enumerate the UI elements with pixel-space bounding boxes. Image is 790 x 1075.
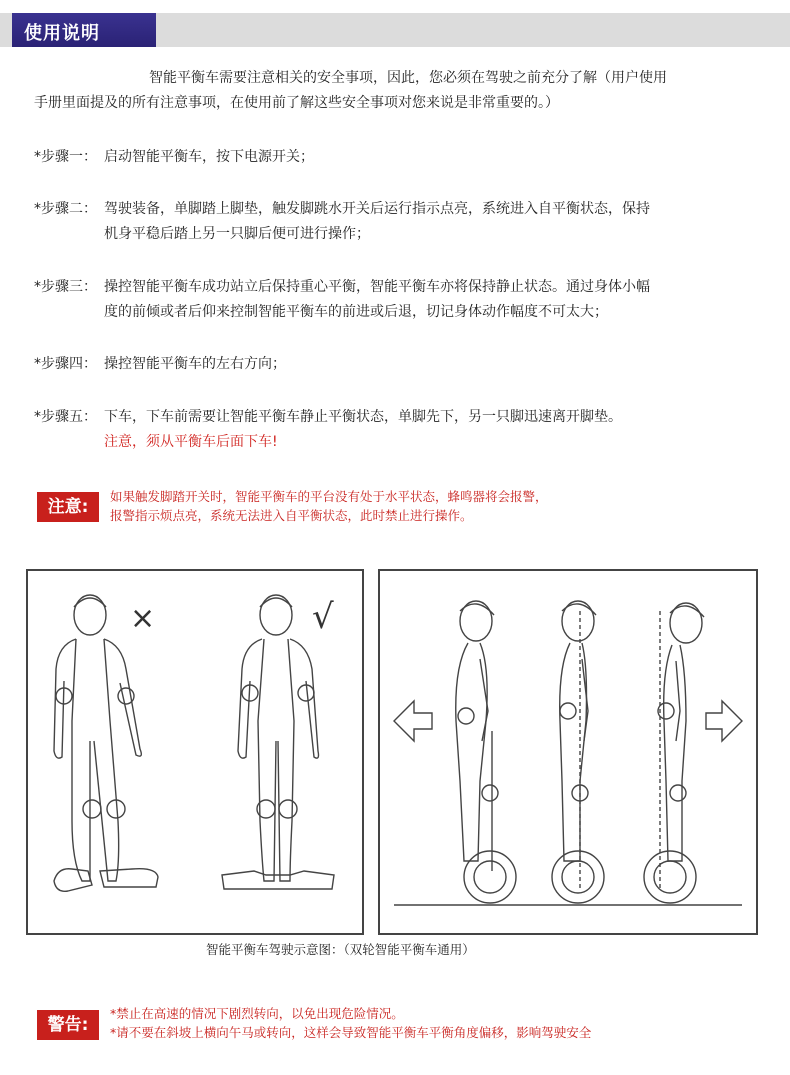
warning-badge: 警告: [37, 1010, 99, 1040]
step-3-text-1: 操控智能平衡车成功站立后保持重心平衡，智能平衡车亦将保持静止状态。通过身体小幅 [104, 279, 650, 295]
step-2-text-1: 驾驶装备，单脚踏上脚垫，触发脚跳水开关后运行指示点亮，系统进入自平衡状态，保持 [104, 201, 650, 217]
step-1-label: *步骤一： [34, 149, 97, 165]
rider-figure-right [222, 595, 334, 889]
figure-caption: 智能平衡车驾驶示意图：（双轮智能平衡车通用） [206, 942, 475, 957]
step-5-text: 下车，下车前需要让智能平衡车静止平衡状态，单脚先下，另一只脚迅速离开脚垫。 [104, 409, 622, 425]
step-5-warning: 注意，须从平衡车后面下车! [104, 434, 278, 450]
side-view-panel [378, 569, 758, 935]
step-3-label: *步骤三： [34, 279, 97, 295]
notice-line-2: 报警指示烦点亮，系统无法进入自平衡状态，此时禁止进行操作。 [110, 508, 473, 523]
step-4-label: *步骤四： [34, 356, 97, 372]
step-3-text-2: 度的前倾或者后仰来控制智能平衡车的前进或后退，切记身体动作幅度不可太大； [104, 304, 608, 320]
front-view-panel [26, 569, 364, 935]
wrong-mark-icon: × [130, 601, 156, 636]
step-2-text-2: 机身平稳后踏上另一只脚后便可进行操作； [104, 226, 370, 242]
rider-figure-wrong [54, 595, 158, 891]
left-arrow-icon [394, 701, 432, 741]
check-mark-icon: √ [312, 597, 334, 637]
page-title: 使用说明 [24, 23, 100, 44]
step-5-label: *步骤五： [34, 409, 97, 425]
step-2-label: *步骤二： [34, 201, 97, 217]
rider-side-upright [552, 601, 604, 903]
right-arrow-icon [706, 701, 742, 741]
step-1-text: 启动智能平衡车，按下电源开关； [104, 149, 314, 165]
side-view-illustration [380, 571, 756, 933]
intro-line-1: 智能平衡车需要注意相关的安全事项，因此，您必须在驾驶之前充分了解（用户使用 [149, 70, 667, 86]
notice-badge: 注意: [37, 492, 99, 522]
intro-line-2: 手册里面提及的所有注意事项，在使用前了解这些安全事项对您来说是非常重要的。） [34, 95, 559, 111]
rider-side-forward [644, 603, 704, 903]
notice-line-1: 如果触发脚踏开关时，智能平衡车的平台没有处于水平状态，蜂鸣器将会报警， [110, 489, 548, 504]
step-4-text: 操控智能平衡车的左右方向； [104, 356, 286, 372]
warning-line-1: *禁止在高速的情况下剧烈转向，以免出现危险情况。 [110, 1006, 404, 1021]
warning-line-2: *请不要在斜坡上横向午马或转向，这样会导致智能平衡车平衡角度偏移，影响驾驶安全 [110, 1025, 592, 1040]
rider-side-back [456, 601, 516, 903]
